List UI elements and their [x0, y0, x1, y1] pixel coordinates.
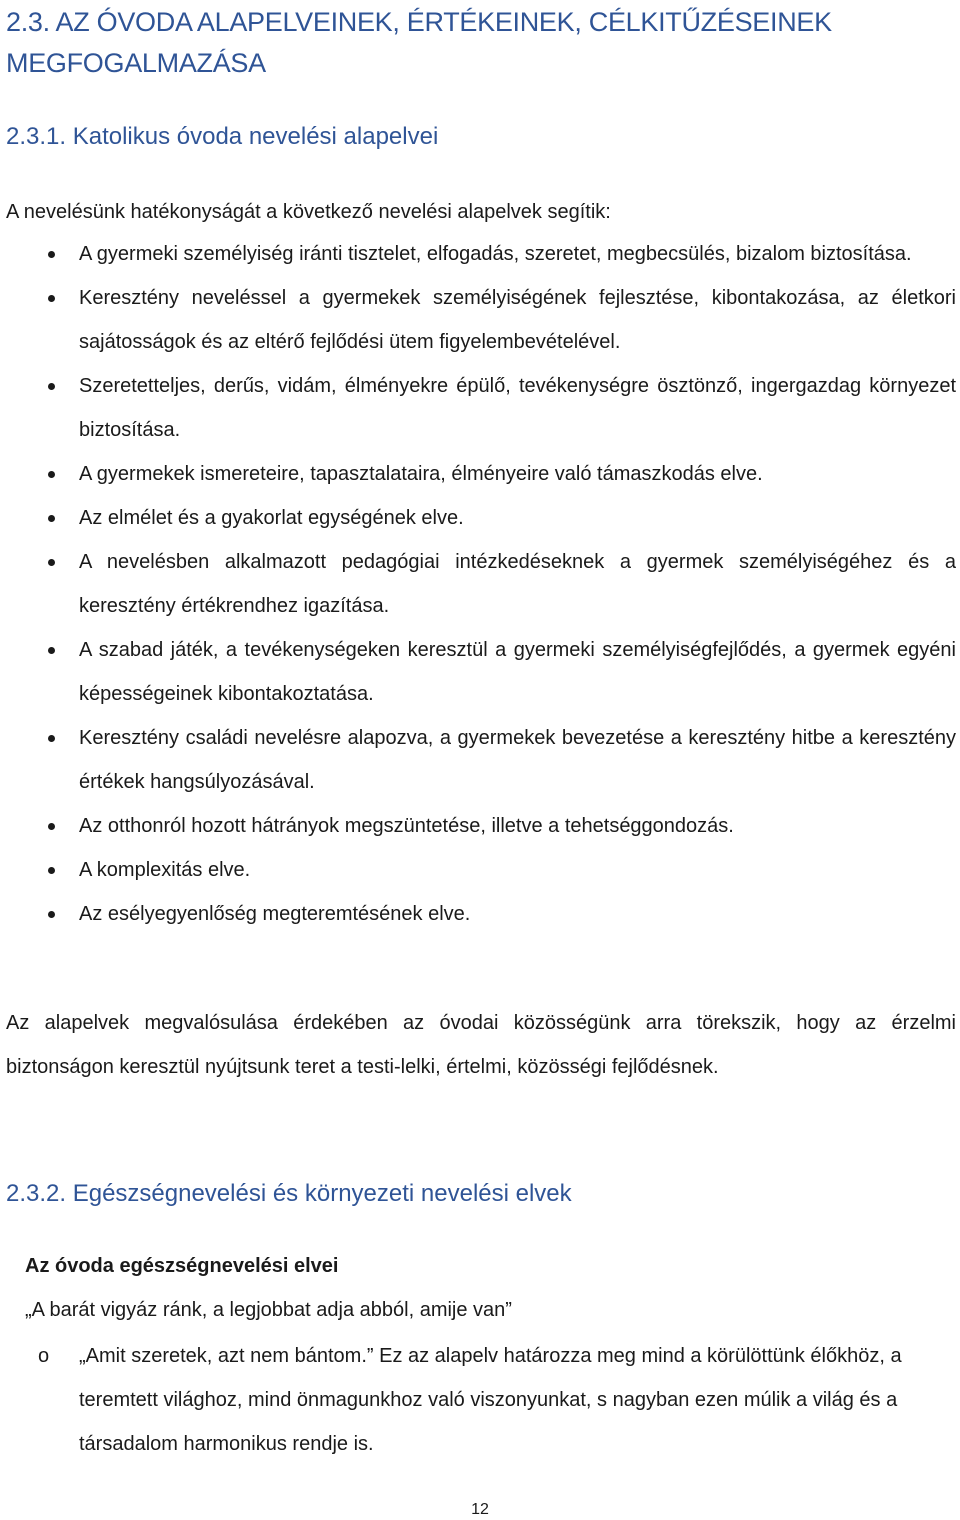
list-item: [0, 892, 960, 936]
list-item-text: Az esélyegyenlőség megteremtésének elve.: [79, 903, 471, 925]
list-item: [0, 276, 960, 364]
list-item-text: Keresztény neveléssel a gyermekek személyiségének fejlesztése, kibontakozása, az életkori sajátosságok és az eltérő fejlődési ütem figyelembevételével.: [79, 287, 956, 353]
list-item: [0, 716, 960, 804]
list-item-text: A komplexitás elve.: [79, 859, 251, 881]
list-item: [0, 452, 960, 496]
principles-list: [0, 232, 960, 936]
bullet-icon: [48, 911, 55, 918]
list-item: [0, 540, 960, 628]
intro-paragraph: A nevelésünk hatékonyságát a következő nevelési alapelvek segítik:: [6, 201, 611, 223]
bullet-icon: [48, 471, 55, 478]
section-heading-2-3: 2.3. AZ ÓVODA ALAPELVEINEK, ÉRTÉKEINEK, CÉLKITŰZÉSEINEK MEGFOGALMAZÁSA: [6, 7, 832, 78]
bullet-icon: [48, 515, 55, 522]
bullet-icon: [48, 735, 55, 742]
section-heading-2-3-1: 2.3.1. Katolikus óvoda nevelési alapelvei: [6, 123, 439, 150]
list-item: [0, 232, 960, 276]
bullet-icon: [48, 647, 55, 654]
list-item: [0, 848, 960, 892]
list-item-text: A szabad játék, a tevékenységeken keresztül a gyermeki személyiségfejlődés, a gyermek egyéni képességeinek kibontakoztatása.: [79, 639, 956, 705]
bullet-icon: [48, 383, 55, 390]
list-item-text: A gyermekek ismereteire, tapasztalataira, élményeire való támaszkodás elve.: [79, 463, 763, 485]
bullet-icon: [48, 295, 55, 302]
health-principles-heading: Az óvoda egészségnevelési elvei: [25, 1255, 339, 1277]
list-item-text: Az elmélet és a gyakorlat egységének elve.: [79, 507, 464, 529]
summary-paragraph: Az alapelvek megvalósulása érdekében az óvodai közösségünk arra törekszik, hogy az érzelmi biztonságon keresztül nyújtsunk teret a testi-lelki, értelmi, közösségi fejlődésnek.: [6, 1012, 956, 1078]
page-number: 12: [471, 1501, 489, 1518]
bullet-icon: [48, 867, 55, 874]
list-item: [0, 628, 960, 716]
list-item-text: Keresztény családi nevelésre alapozva, a gyermekek bevezetése a keresztény hitbe a keresztény értékek hangsúlyozásával.: [79, 727, 956, 793]
list-item-text: Az otthonról hozott hátrányok megszüntetése, illetve a tehetséggondozás.: [79, 815, 734, 837]
list-item: [0, 804, 960, 848]
bullet-icon: [48, 823, 55, 830]
list-item: [0, 364, 960, 452]
sub-list-item-text: „Amit szeretek, azt nem bántom.” Ez az alapelv határozza meg mind a körülöttünk élőkhöz, a teremtett világhoz, mind önmagunkhoz való viszonyunkat, s nagyban ezen múlik a világ és a társadalom harmonikus rendje is.: [79, 1345, 902, 1455]
list-item-text: A gyermeki személyiség iránti tisztelet, elfogadás, szeretet, megbecsülés, bizalom biztosítása.: [79, 243, 912, 265]
list-item: [0, 496, 960, 540]
list-item-text: A nevelésben alkalmazott pedagógiai intézkedéseknek a gyermek személyiségéhez és a keresztény értékrendhez igazítása.: [79, 551, 956, 617]
motto-quote: „A barát vigyáz ránk, a legjobbat adja abból, amije van”: [25, 1299, 512, 1321]
bullet-icon: [48, 251, 55, 258]
circle-bullet-icon: o: [38, 1345, 50, 1367]
bullet-icon: [48, 559, 55, 566]
section-heading-2-3-2: 2.3.2. Egészségnevelési és környezeti nevelési elvek: [6, 1180, 572, 1207]
list-item-text: Szeretetteljes, derűs, vidám, élményekre épülő, tevékenységre ösztönző, ingergazdag környezet biztosítása.: [79, 375, 956, 441]
